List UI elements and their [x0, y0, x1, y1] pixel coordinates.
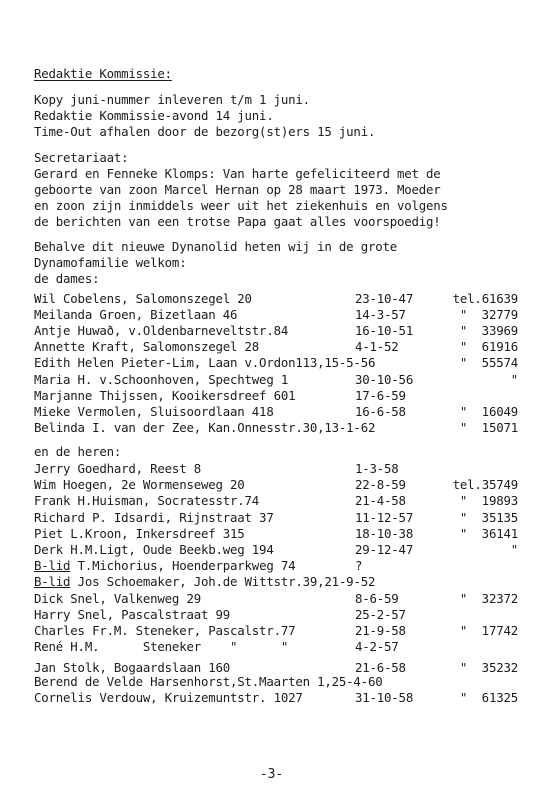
member-name: Maria H. v.Schoonhoven, Spechtweg 1 [34, 371, 289, 387]
member-birthdate: ? [355, 558, 363, 574]
member-phone: " 35135 [459, 509, 518, 525]
member-row [0, 477, 543, 491]
member-row [0, 404, 543, 418]
member-name: Meilanda Groen, Bizetlaan 46 [34, 307, 238, 323]
member-name-text: T.Michorius, Hoenderparkweg 74 [70, 558, 296, 574]
para-line: Time-Out afhalen door de bezorg(st)ers 15 juni. [34, 124, 376, 139]
page-number: -3- [259, 767, 284, 782]
member-birthdate: 4-2-57 [355, 639, 399, 655]
member-birthdate: 29-12-47 [355, 542, 414, 557]
member-phone: " 32372 [459, 590, 518, 606]
member-phone: tel.35749 [452, 477, 518, 493]
member-row [0, 339, 543, 353]
member-name: Annette Kraft, Salomonszegel 28 [34, 339, 260, 355]
member-row [0, 372, 543, 386]
member-row [0, 355, 543, 369]
member-name: Richard P. Idsardi, Rijnstraat 37 [34, 509, 274, 525]
member-name: Antje Huwað, v.Oldenbarneveltstr.84 [34, 323, 289, 339]
member-name: Marjanne Thijssen, Kooikersdreef 601 [34, 387, 296, 403]
member-name: Jerry Goedhard, Reest 8 [34, 461, 201, 476]
para-line: en zoon zijn inmiddels weer uit het ziekenhuis en volgens [34, 198, 448, 213]
member-birthdate: 16-6-58 [355, 403, 406, 419]
member-row [0, 388, 543, 402]
member-phone: " 33969 [459, 323, 518, 339]
member-name: Harry Snel, Pascalstraat 99 [34, 606, 231, 622]
member-name: Wim Hoegen, 2e Wormenseweg 20 [34, 477, 245, 493]
para-line: Gerard en Fenneke Klomps: Van harte gefeliciteerd met de [34, 166, 441, 181]
member-prefix: B-lid [34, 574, 71, 590]
para-line: Redaktie Kommissie-avond 14 juni. [34, 108, 274, 123]
member-row [0, 307, 543, 321]
member-name: Derk H.M.Ligt, Oude Beekb.weg 194 [34, 542, 274, 557]
member-name [34, 558, 295, 573]
member-birthdate: 8-6-59 [355, 590, 399, 606]
para-line: Behalve dit nieuwe Dynanolid heten wij in de grote [34, 239, 397, 254]
member-birthdate: 17-6-59 [355, 387, 406, 403]
member-row [0, 461, 543, 475]
member-row [0, 574, 543, 588]
member-name-text: Jos Schoemaker, Joh.de Wittstr.39,21-9-52 [70, 574, 376, 590]
section-heading: Redaktie Kommissie: [34, 66, 172, 81]
member-row [0, 493, 543, 507]
member-name: Charles Fr.M. Steneker, Pascalstr.77 [34, 623, 296, 638]
member-birthdate: 30-10-56 [355, 371, 414, 387]
member-birthdate: 25-2-57 [355, 606, 406, 622]
member-birthdate: 11-12-57 [355, 509, 414, 525]
member-row [0, 591, 543, 605]
member-name: René H.M. Steneker " " [34, 639, 289, 655]
member-name: Wil Cobelens, Salomonszegel 20 [34, 291, 252, 306]
member-birthdate: 22-8-59 [355, 477, 406, 493]
member-phone: " 17742 [459, 623, 518, 638]
member-birthdate: 16-10-51 [355, 323, 414, 339]
member-birthdate: 18-10-38 [355, 525, 414, 541]
member-phone: " [510, 542, 518, 557]
member-phone: " 61325 [459, 689, 518, 705]
para-line: geboorte van zoon Marcel Hernan op 28 maart 1973. Moeder [34, 182, 441, 197]
member-name: Jan Stolk, Bogaardslaan 160 [34, 660, 231, 676]
heren-label: en de heren: [34, 444, 122, 459]
member-row [0, 420, 543, 434]
member-name: Belinda I. van der Zee, Kan.Onnesstr.30,13-1-62 [34, 419, 376, 435]
member-birthdate: 1-3-58 [355, 461, 399, 476]
member-phone: " 36141 [459, 525, 518, 541]
member-birthdate: 4-1-52 [355, 339, 399, 355]
member-row [0, 542, 543, 556]
member-phone: " 19893 [459, 493, 518, 509]
member-name: Mieke Vermolen, Sluisoordlaan 418 [34, 403, 274, 419]
member-name: Frank H.Huisman, Socratesstr.74 [34, 493, 260, 509]
member-birthdate: 21-4-58 [355, 493, 406, 509]
member-birthdate: 21-9-58 [355, 623, 406, 638]
para-line: Kopy juni-nummer inleveren t/m 1 juni. [34, 92, 310, 107]
member-name: Dick Snel, Valkenweg 29 [34, 590, 201, 606]
member-row [0, 291, 543, 305]
member-birthdate: 14-3-57 [355, 307, 406, 323]
member-phone: " [510, 371, 518, 387]
member-row [0, 526, 543, 540]
member-phone: " 35232 [459, 660, 518, 676]
member-name: Berend de Velde Harsenhorst,St.Maarten 1,25-4-60 [34, 673, 383, 689]
dames-label: de dames: [34, 271, 100, 286]
member-row [0, 558, 543, 572]
member-name [34, 574, 375, 589]
para-line: Dynamofamilie welkom: [34, 255, 187, 270]
member-row [0, 674, 543, 688]
member-birthdate: 23-10-47 [355, 291, 414, 306]
member-prefix: B-lid [34, 558, 71, 574]
secretariaat-label: Secretariaat: [34, 150, 129, 165]
member-row [0, 660, 543, 674]
member-row [0, 323, 543, 337]
member-phone: " 61916 [459, 339, 518, 355]
member-phone: " 32779 [459, 307, 518, 323]
member-row [0, 623, 543, 637]
member-phone: " 15071 [459, 419, 518, 435]
member-phone: " 55574 [459, 355, 518, 371]
member-birthdate: 31-10-58 [355, 689, 414, 705]
para-line: de berichten van een trotse Papa gaat alles voorspoedig! [34, 214, 441, 229]
member-row [0, 510, 543, 524]
member-name: Edith Helen Pieter-Lim, Laan v.Ordon113,15-5-56 [34, 355, 376, 371]
member-row [0, 639, 543, 653]
member-row [0, 607, 543, 621]
member-phone: " 16049 [459, 403, 518, 419]
member-row [0, 690, 543, 704]
member-name: Cornelis Verdouw, Kruizemuntstr. 1027 [34, 689, 303, 705]
member-phone: tel.61639 [452, 291, 518, 306]
member-birthdate: 21-6-58 [355, 660, 406, 676]
member-name: Piet L.Kroon, Inkersdreef 315 [34, 525, 245, 541]
